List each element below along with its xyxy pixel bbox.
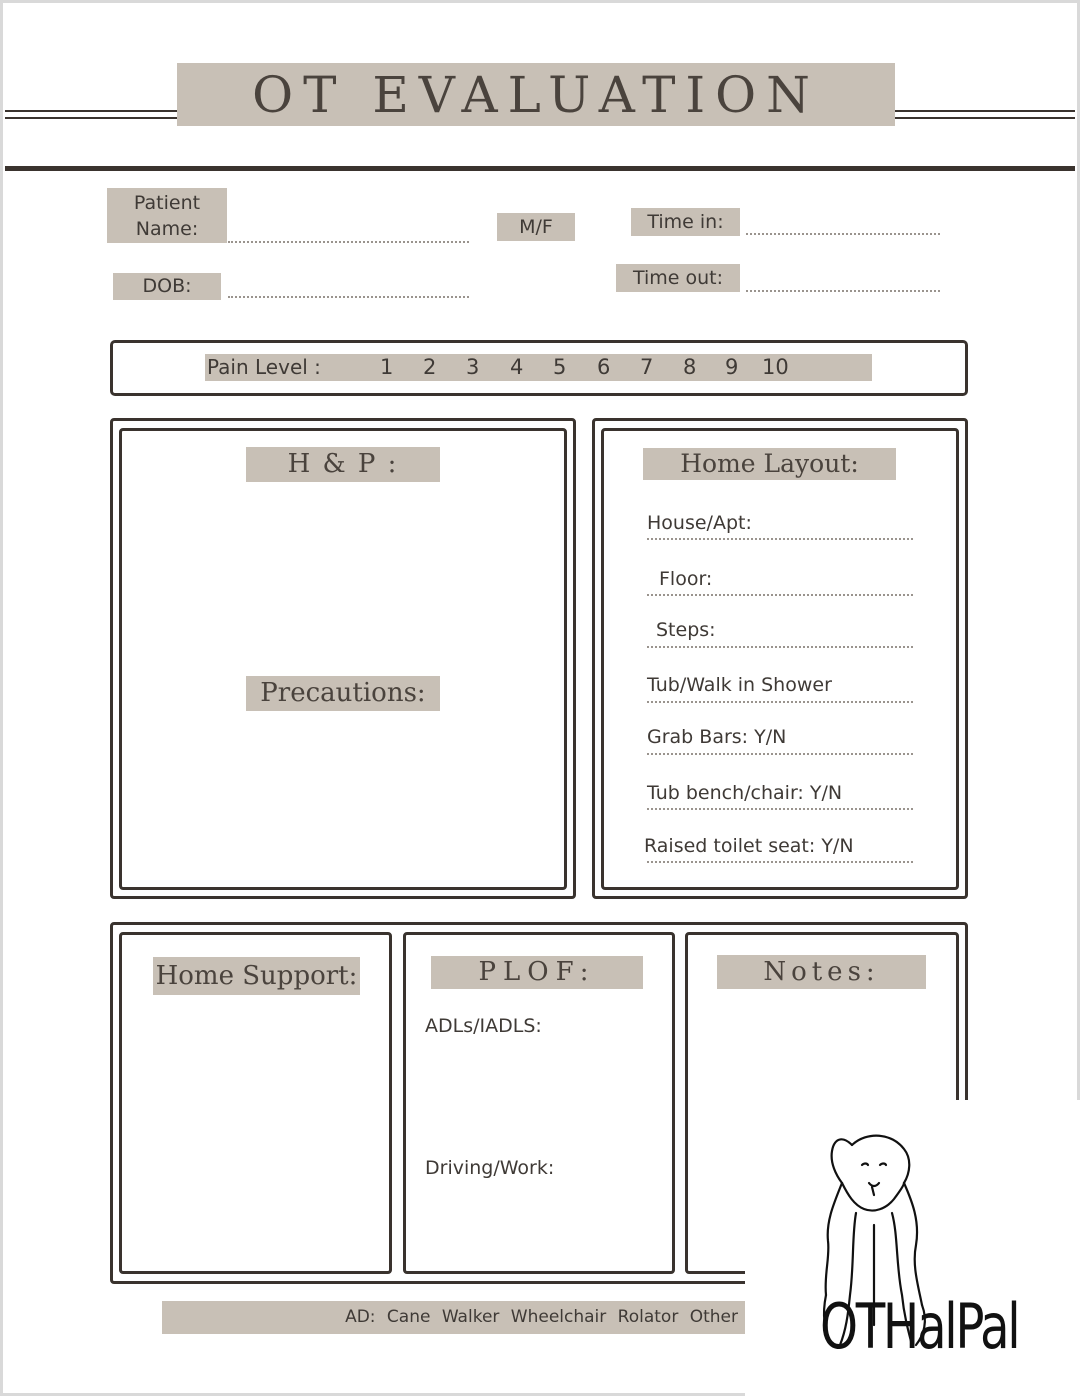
patient-name-field[interactable] [228, 241, 469, 243]
dob-label: DOB: [113, 273, 221, 300]
house-apt-label: House/Apt: [647, 512, 752, 534]
tub-walk-in-shower-field[interactable] [647, 701, 913, 703]
header-divider [5, 166, 1075, 171]
header-rule-left-top [5, 110, 177, 112]
precautions-title: Precautions: [246, 676, 440, 711]
pain-level-3[interactable]: 3 [466, 355, 480, 379]
pain-level-9[interactable]: 9 [725, 355, 739, 379]
adls-iadls-label: ADLs/IADLS: [425, 1015, 542, 1037]
sex-label: M/F [497, 213, 575, 241]
pain-level-10[interactable]: 10 [762, 355, 789, 379]
home-layout-title: Home Layout: [643, 448, 896, 480]
raised-toilet-seat-label: Raised toilet seat: Y/N [644, 835, 854, 857]
page-title: OT EVALUATION [252, 66, 820, 124]
patient-name-label-text: Patient Name: [133, 192, 201, 240]
tub-bench-field[interactable] [647, 808, 913, 810]
pain-level-5[interactable]: 5 [553, 355, 567, 379]
raised-toilet-seat-field[interactable] [647, 861, 913, 863]
home-layout-box [601, 428, 959, 890]
home-support-title: Home Support: [153, 957, 360, 995]
pain-level-4[interactable]: 4 [510, 355, 524, 379]
patient-name-label [107, 188, 227, 243]
plof-title: PLOF: [431, 956, 643, 989]
dob-field[interactable] [228, 296, 469, 298]
header-rule-left-bottom [5, 117, 177, 119]
pain-level-7[interactable]: 7 [640, 355, 654, 379]
pain-level-8[interactable]: 8 [683, 355, 697, 379]
steps-field[interactable] [647, 646, 913, 648]
driving-work-label: Driving/Work: [425, 1157, 555, 1179]
grab-bars-label: Grab Bars: Y/N [647, 726, 787, 748]
steps-label: Steps: [656, 619, 716, 641]
notes-title: Notes: [717, 955, 926, 989]
tub-bench-label: Tub bench/chair: Y/N [647, 782, 843, 804]
house-apt-field[interactable] [647, 538, 913, 540]
grab-bars-field[interactable] [647, 753, 913, 755]
hp-title: H & P : [246, 447, 440, 482]
assistive-device-options: AD: Cane Walker Wheelchair Rolator Other [345, 1307, 738, 1327]
floor-field[interactable] [647, 594, 913, 596]
time-in-field[interactable] [746, 233, 940, 235]
pain-level-1[interactable]: 1 [380, 355, 394, 379]
brand-logo: OTHalPal [820, 1290, 1019, 1363]
time-in-label: Time in: [631, 208, 740, 236]
floor-label: Floor: [659, 568, 713, 590]
header-rule-right-top [895, 110, 1075, 112]
time-out-field[interactable] [746, 290, 940, 292]
pain-level-label: Pain Level : [207, 355, 321, 379]
pain-level-2[interactable]: 2 [423, 355, 437, 379]
tub-walk-in-shower-label: Tub/Walk in Shower [647, 674, 832, 696]
pain-level-6[interactable]: 6 [597, 355, 611, 379]
hp-box[interactable] [119, 428, 567, 890]
time-out-label: Time out: [616, 264, 740, 292]
header-rule-right-bottom [895, 117, 1075, 119]
